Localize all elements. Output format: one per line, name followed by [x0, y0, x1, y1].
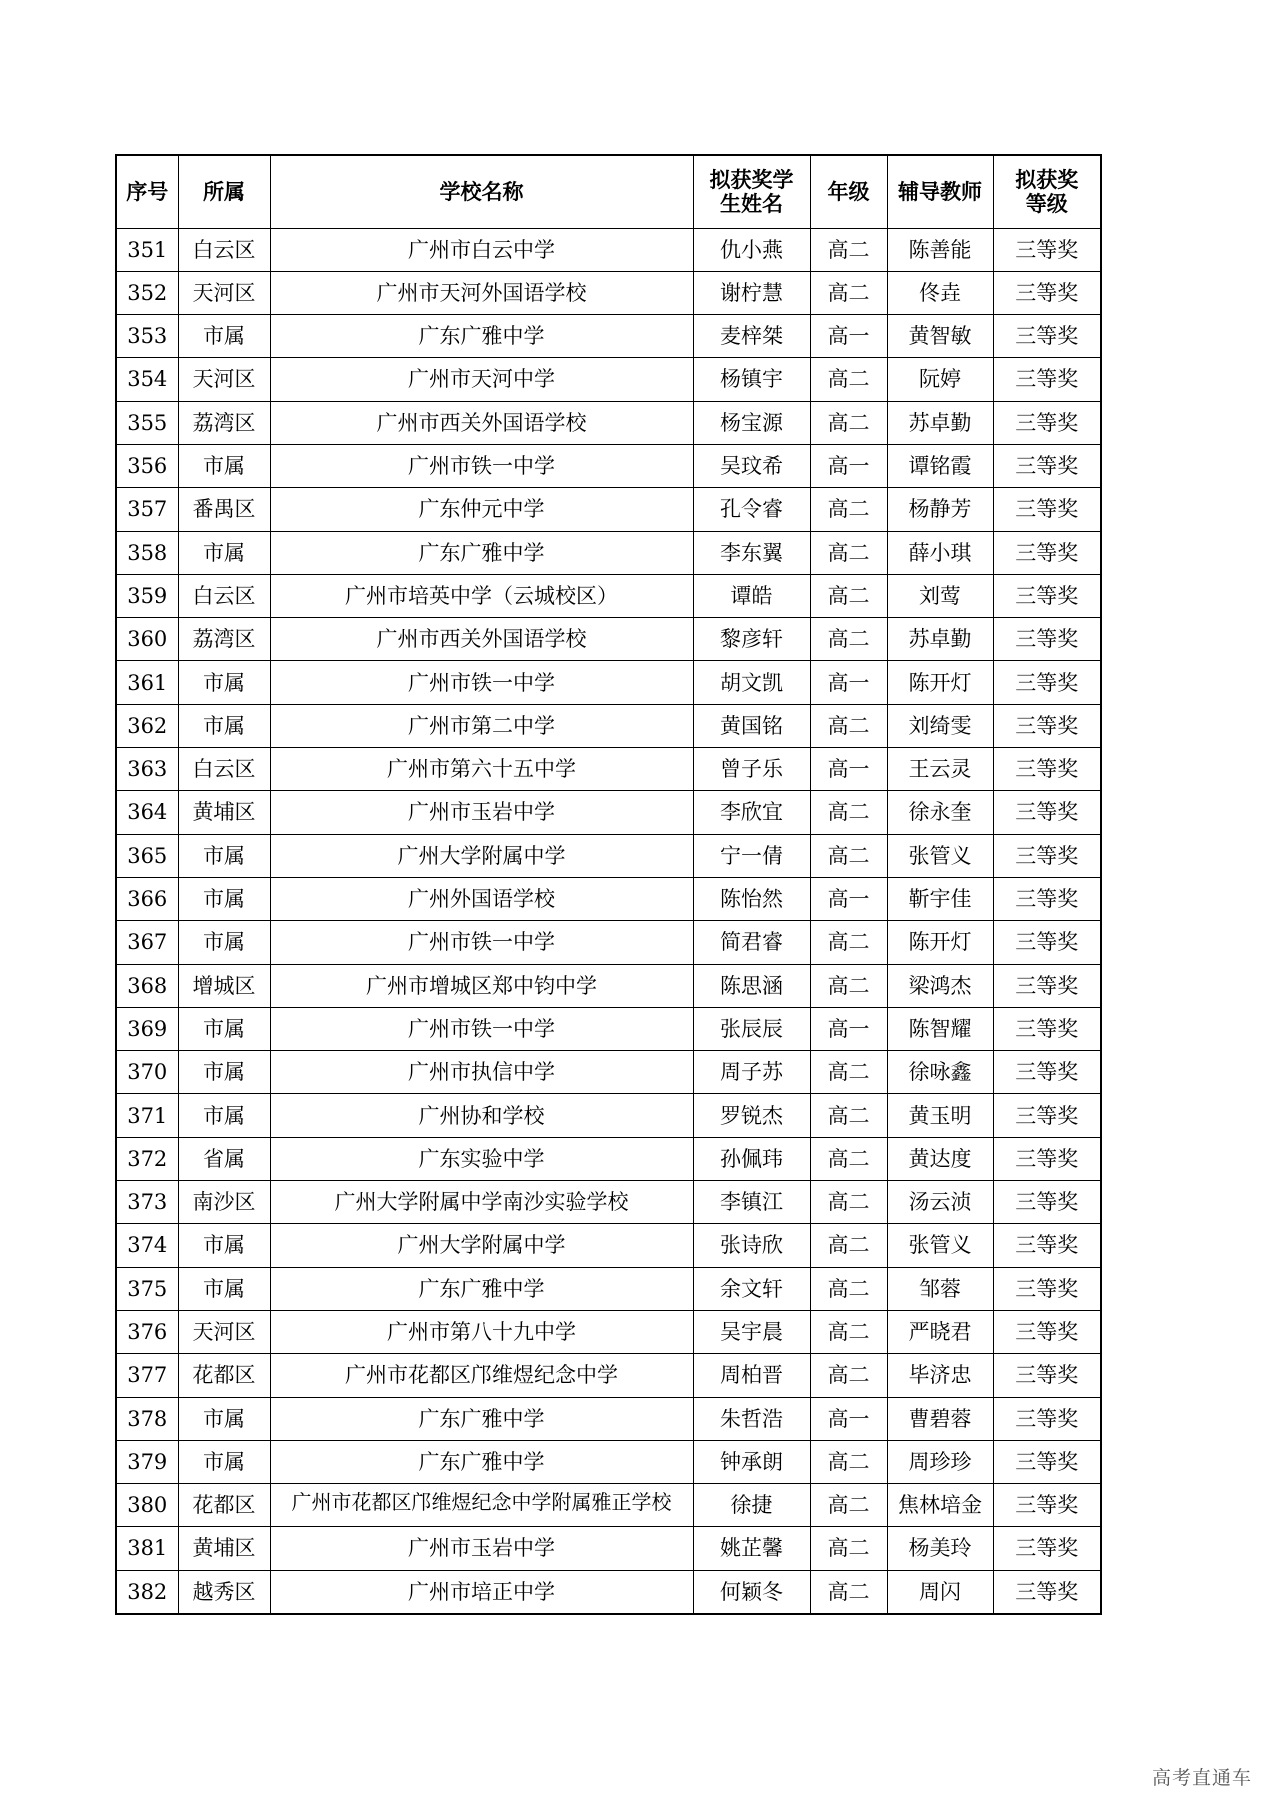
cell-seq: 381: [116, 1527, 178, 1570]
cell-seq: 380: [116, 1484, 178, 1527]
cell-district: 荔湾区: [178, 618, 270, 661]
cell-student: 何颖冬: [693, 1570, 810, 1613]
table-row: [116, 748, 1101, 791]
cell-award: 三等奖: [993, 748, 1101, 791]
cell-district: 市属: [178, 1224, 270, 1267]
cell-grade: 高二: [810, 1440, 887, 1483]
cell-district: 黄埔区: [178, 1527, 270, 1570]
cell-district: 市属: [178, 1267, 270, 1310]
table-row: [116, 877, 1101, 920]
table-row: [116, 964, 1101, 1007]
cell-student: 周柏晋: [693, 1354, 810, 1397]
cell-student: 陈怡然: [693, 877, 810, 920]
table-row: [116, 358, 1101, 401]
cell-award: 三等奖: [993, 618, 1101, 661]
cell-student: 简君睿: [693, 921, 810, 964]
cell-school: 广东广雅中学: [270, 531, 693, 574]
cell-award: 三等奖: [993, 1094, 1101, 1137]
table-row: [116, 488, 1101, 531]
cell-student: 朱哲浩: [693, 1397, 810, 1440]
table-row: [116, 271, 1101, 314]
cell-teacher: 徐咏鑫: [887, 1051, 993, 1094]
table-row: [116, 1484, 1101, 1527]
cell-award: 三等奖: [993, 1224, 1101, 1267]
table-row: [116, 1051, 1101, 1094]
cell-school: 广州市第六十五中学: [270, 748, 693, 791]
cell-grade: 高二: [810, 964, 887, 1007]
table-row: [116, 574, 1101, 617]
cell-seq: 360: [116, 618, 178, 661]
cell-seq: 365: [116, 834, 178, 877]
cell-award: 三等奖: [993, 1440, 1101, 1483]
cell-student: 周子苏: [693, 1051, 810, 1094]
cell-teacher: 陈智耀: [887, 1007, 993, 1050]
cell-seq: 376: [116, 1310, 178, 1353]
cell-award: 三等奖: [993, 1181, 1101, 1224]
cell-student: 吴玟希: [693, 444, 810, 487]
cell-district: 市属: [178, 704, 270, 747]
header-student-label: 拟获奖学生姓名: [709, 167, 794, 216]
cell-seq: 367: [116, 921, 178, 964]
cell-district: 荔湾区: [178, 401, 270, 444]
cell-school: 广州市第二中学: [270, 704, 693, 747]
cell-seq: 378: [116, 1397, 178, 1440]
cell-district: 花都区: [178, 1354, 270, 1397]
table-row: [116, 1440, 1101, 1483]
cell-school: 广州市执信中学: [270, 1051, 693, 1094]
cell-school: 广州市铁一中学: [270, 661, 693, 704]
cell-school: 广州市白云中学: [270, 228, 693, 271]
cell-grade: 高二: [810, 618, 887, 661]
cell-seq: 369: [116, 1007, 178, 1050]
award-table: [115, 154, 1102, 1615]
header-teacher: 辅导教师: [887, 155, 993, 228]
cell-district: 市属: [178, 1051, 270, 1094]
cell-student: 钟承朗: [693, 1440, 810, 1483]
cell-grade: 高二: [810, 531, 887, 574]
cell-teacher: 周闪: [887, 1570, 993, 1613]
cell-school: 广州市第八十九中学: [270, 1310, 693, 1353]
cell-school: 广州市铁一中学: [270, 444, 693, 487]
cell-school: 广州市西关外国语学校: [270, 401, 693, 444]
table-row: [116, 661, 1101, 704]
cell-award: 三等奖: [993, 1310, 1101, 1353]
cell-student: 仇小燕: [693, 228, 810, 271]
cell-award: 三等奖: [993, 1570, 1101, 1613]
cell-school: 广州市玉岩中学: [270, 1527, 693, 1570]
cell-student: 谢柠慧: [693, 271, 810, 314]
cell-grade: 高二: [810, 358, 887, 401]
cell-school: 广州外国语学校: [270, 877, 693, 920]
cell-award: 三等奖: [993, 1354, 1101, 1397]
table-row: [116, 1181, 1101, 1224]
cell-student: 杨镇宇: [693, 358, 810, 401]
cell-seq: 368: [116, 964, 178, 1007]
cell-award: 三等奖: [993, 1397, 1101, 1440]
cell-district: 越秀区: [178, 1570, 270, 1613]
cell-teacher: 陈善能: [887, 228, 993, 271]
cell-district: 市属: [178, 1094, 270, 1137]
cell-teacher: 黄达度: [887, 1137, 993, 1180]
cell-student: 胡文凯: [693, 661, 810, 704]
cell-school: 广东仲元中学: [270, 488, 693, 531]
cell-district: 市属: [178, 834, 270, 877]
cell-award: 三等奖: [993, 315, 1101, 358]
cell-school: 广东广雅中学: [270, 315, 693, 358]
cell-grade: 高二: [810, 1224, 887, 1267]
cell-grade: 高二: [810, 1094, 887, 1137]
cell-award: 三等奖: [993, 444, 1101, 487]
cell-award: 三等奖: [993, 964, 1101, 1007]
cell-school: 广州市天河中学: [270, 358, 693, 401]
cell-student: 张诗欣: [693, 1224, 810, 1267]
cell-district: 南沙区: [178, 1181, 270, 1224]
cell-teacher: 佟垚: [887, 271, 993, 314]
header-school: 学校名称: [270, 155, 693, 228]
cell-seq: 379: [116, 1440, 178, 1483]
cell-seq: 362: [116, 704, 178, 747]
cell-school: 广东广雅中学: [270, 1440, 693, 1483]
cell-grade: 高一: [810, 444, 887, 487]
cell-seq: 354: [116, 358, 178, 401]
cell-award: 三等奖: [993, 704, 1101, 747]
cell-student: 李东翼: [693, 531, 810, 574]
cell-school: 广州市培正中学: [270, 1570, 693, 1613]
cell-teacher: 汤云浈: [887, 1181, 993, 1224]
cell-grade: 高一: [810, 877, 887, 920]
cell-award: 三等奖: [993, 791, 1101, 834]
cell-student: 黄国铭: [693, 704, 810, 747]
cell-award: 三等奖: [993, 877, 1101, 920]
cell-school: 广东广雅中学: [270, 1397, 693, 1440]
cell-grade: 高二: [810, 1181, 887, 1224]
cell-school: 广东广雅中学: [270, 1267, 693, 1310]
cell-award: 三等奖: [993, 1484, 1101, 1527]
table-row: [116, 1267, 1101, 1310]
cell-grade: 高二: [810, 1484, 887, 1527]
cell-school: 广州市铁一中学: [270, 921, 693, 964]
cell-teacher: 苏卓勤: [887, 618, 993, 661]
cell-district: 市属: [178, 315, 270, 358]
cell-school: 广州协和学校: [270, 1094, 693, 1137]
cell-grade: 高一: [810, 661, 887, 704]
cell-seq: 382: [116, 1570, 178, 1613]
cell-seq: 372: [116, 1137, 178, 1180]
header-seq: 序号: [116, 155, 178, 228]
cell-seq: 374: [116, 1224, 178, 1267]
cell-student: 曾子乐: [693, 748, 810, 791]
cell-award: 三等奖: [993, 661, 1101, 704]
cell-grade: 高二: [810, 1051, 887, 1094]
cell-teacher: 杨美玲: [887, 1527, 993, 1570]
cell-student: 李镇江: [693, 1181, 810, 1224]
cell-student: 李欣宜: [693, 791, 810, 834]
cell-seq: 364: [116, 791, 178, 834]
cell-district: 市属: [178, 877, 270, 920]
table-row: [116, 704, 1101, 747]
table-row: [116, 1527, 1101, 1570]
cell-student: 麦梓桀: [693, 315, 810, 358]
cell-teacher: 张管义: [887, 834, 993, 877]
header-district: 所属: [178, 155, 270, 228]
cell-school: 广州市培英中学（云城校区）: [270, 574, 693, 617]
cell-school: 广州市玉岩中学: [270, 791, 693, 834]
cell-district: 市属: [178, 444, 270, 487]
cell-district: 市属: [178, 1440, 270, 1483]
cell-teacher: 王云灵: [887, 748, 993, 791]
cell-teacher: 毕济忠: [887, 1354, 993, 1397]
cell-grade: 高二: [810, 1527, 887, 1570]
cell-district: 市属: [178, 921, 270, 964]
cell-teacher: 薛小琪: [887, 531, 993, 574]
cell-seq: 358: [116, 531, 178, 574]
cell-seq: 357: [116, 488, 178, 531]
cell-teacher: 陈开灯: [887, 661, 993, 704]
cell-grade: 高二: [810, 704, 887, 747]
table-row: [116, 1137, 1101, 1180]
cell-seq: 359: [116, 574, 178, 617]
cell-award: 三等奖: [993, 358, 1101, 401]
cell-grade: 高二: [810, 1267, 887, 1310]
cell-award: 三等奖: [993, 834, 1101, 877]
cell-seq: 363: [116, 748, 178, 791]
cell-district: 市属: [178, 661, 270, 704]
table-row: [116, 1094, 1101, 1137]
table-row: [116, 531, 1101, 574]
table-row: [116, 618, 1101, 661]
cell-award: 三等奖: [993, 1527, 1101, 1570]
header-grade: 年级: [810, 155, 887, 228]
cell-district: 花都区: [178, 1484, 270, 1527]
cell-award: 三等奖: [993, 488, 1101, 531]
cell-student: 杨宝源: [693, 401, 810, 444]
cell-district: 白云区: [178, 574, 270, 617]
cell-seq: 352: [116, 271, 178, 314]
cell-school: 广州市花都区邝维煜纪念中学: [270, 1354, 693, 1397]
cell-district: 天河区: [178, 271, 270, 314]
cell-school: 广州市天河外国语学校: [270, 271, 693, 314]
cell-student: 张辰辰: [693, 1007, 810, 1050]
cell-district: 黄埔区: [178, 791, 270, 834]
cell-grade: 高一: [810, 748, 887, 791]
cell-teacher: 梁鸿杰: [887, 964, 993, 1007]
table-row: [116, 1224, 1101, 1267]
cell-student: 姚芷馨: [693, 1527, 810, 1570]
table-body: [116, 228, 1101, 1614]
cell-teacher: 谭铭霞: [887, 444, 993, 487]
cell-teacher: 靳宇佳: [887, 877, 993, 920]
cell-teacher: 阮婷: [887, 358, 993, 401]
cell-award: 三等奖: [993, 531, 1101, 574]
cell-student: 孙佩玮: [693, 1137, 810, 1180]
cell-school: 广州大学附属中学: [270, 834, 693, 877]
cell-district: 天河区: [178, 358, 270, 401]
cell-seq: 361: [116, 661, 178, 704]
cell-grade: 高二: [810, 1570, 887, 1613]
cell-district: 增城区: [178, 964, 270, 1007]
cell-school: 广州大学附属中学南沙实验学校: [270, 1181, 693, 1224]
table-row: [116, 444, 1101, 487]
header-award: [993, 155, 1101, 228]
cell-teacher: 周珍珍: [887, 1440, 993, 1483]
cell-award: 三等奖: [993, 271, 1101, 314]
table-row: [116, 1397, 1101, 1440]
cell-grade: 高二: [810, 791, 887, 834]
cell-student: 黎彦轩: [693, 618, 810, 661]
cell-grade: 高二: [810, 1310, 887, 1353]
cell-teacher: 陈开灯: [887, 921, 993, 964]
cell-school-text: 广州市花都区邝维煜纪念中学附属雅正学校: [291, 1492, 672, 1515]
table-row: [116, 1570, 1101, 1613]
cell-seq: 353: [116, 315, 178, 358]
cell-district: 市属: [178, 531, 270, 574]
cell-grade: 高二: [810, 574, 887, 617]
cell-school: 广东实验中学: [270, 1137, 693, 1180]
cell-teacher: 刘绮雯: [887, 704, 993, 747]
cell-school: [270, 1484, 693, 1527]
cell-award: 三等奖: [993, 401, 1101, 444]
table-row: [116, 1310, 1101, 1353]
table-row: [116, 921, 1101, 964]
cell-grade: 高一: [810, 1397, 887, 1440]
table-row: [116, 401, 1101, 444]
cell-teacher: 苏卓勤: [887, 401, 993, 444]
cell-school: 广州大学附属中学: [270, 1224, 693, 1267]
cell-teacher: 杨静芳: [887, 488, 993, 531]
cell-award: 三等奖: [993, 228, 1101, 271]
table-row: [116, 791, 1101, 834]
cell-school: 广州市增城区郑中钧中学: [270, 964, 693, 1007]
cell-grade: 高一: [810, 315, 887, 358]
cell-student: 孔令睿: [693, 488, 810, 531]
cell-district: 天河区: [178, 1310, 270, 1353]
table-row: [116, 1354, 1101, 1397]
cell-seq: 356: [116, 444, 178, 487]
cell-teacher: 刘莺: [887, 574, 993, 617]
cell-student: 谭皓: [693, 574, 810, 617]
cell-student: 宁一倩: [693, 834, 810, 877]
cell-grade: 高二: [810, 228, 887, 271]
cell-district: 白云区: [178, 228, 270, 271]
cell-grade: 高二: [810, 921, 887, 964]
cell-seq: 375: [116, 1267, 178, 1310]
cell-teacher: 曹碧蓉: [887, 1397, 993, 1440]
cell-seq: 366: [116, 877, 178, 920]
header-award-label: 拟获奖等级: [1015, 167, 1079, 216]
cell-award: 三等奖: [993, 921, 1101, 964]
cell-district: 市属: [178, 1397, 270, 1440]
cell-student: 余文轩: [693, 1267, 810, 1310]
cell-seq: 355: [116, 401, 178, 444]
cell-teacher: 黄智敏: [887, 315, 993, 358]
cell-seq: 373: [116, 1181, 178, 1224]
watermark: 高考直通车: [1151, 1767, 1252, 1789]
cell-grade: 高二: [810, 834, 887, 877]
cell-award: 三等奖: [993, 1137, 1101, 1180]
cell-seq: 377: [116, 1354, 178, 1397]
cell-teacher: 邹蓉: [887, 1267, 993, 1310]
table-header-row: [116, 155, 1101, 228]
cell-grade: 高二: [810, 401, 887, 444]
cell-student: 吴宇晨: [693, 1310, 810, 1353]
cell-teacher: 徐永奎: [887, 791, 993, 834]
cell-teacher: 严晓君: [887, 1310, 993, 1353]
table-row: [116, 315, 1101, 358]
cell-award: 三等奖: [993, 1267, 1101, 1310]
cell-teacher: 张管义: [887, 1224, 993, 1267]
table-row: [116, 834, 1101, 877]
cell-district: 市属: [178, 1007, 270, 1050]
cell-grade: 高二: [810, 488, 887, 531]
cell-seq: 351: [116, 228, 178, 271]
header-student: [693, 155, 810, 228]
cell-grade: 高一: [810, 1007, 887, 1050]
cell-award: 三等奖: [993, 574, 1101, 617]
cell-teacher: 焦林培金: [887, 1484, 993, 1527]
cell-grade: 高二: [810, 1137, 887, 1180]
cell-student: 陈思涵: [693, 964, 810, 1007]
cell-district: 白云区: [178, 748, 270, 791]
cell-school: 广州市铁一中学: [270, 1007, 693, 1050]
cell-award: 三等奖: [993, 1051, 1101, 1094]
cell-district: 番禺区: [178, 488, 270, 531]
cell-student: 罗锐杰: [693, 1094, 810, 1137]
cell-district: 省属: [178, 1137, 270, 1180]
cell-award: 三等奖: [993, 1007, 1101, 1050]
cell-teacher: 黄玉明: [887, 1094, 993, 1137]
table-row: [116, 228, 1101, 271]
cell-grade: 高二: [810, 1354, 887, 1397]
cell-grade: 高二: [810, 271, 887, 314]
cell-seq: 371: [116, 1094, 178, 1137]
cell-school: 广州市西关外国语学校: [270, 618, 693, 661]
cell-seq: 370: [116, 1051, 178, 1094]
cell-student: 徐捷: [693, 1484, 810, 1527]
table-row: [116, 1007, 1101, 1050]
